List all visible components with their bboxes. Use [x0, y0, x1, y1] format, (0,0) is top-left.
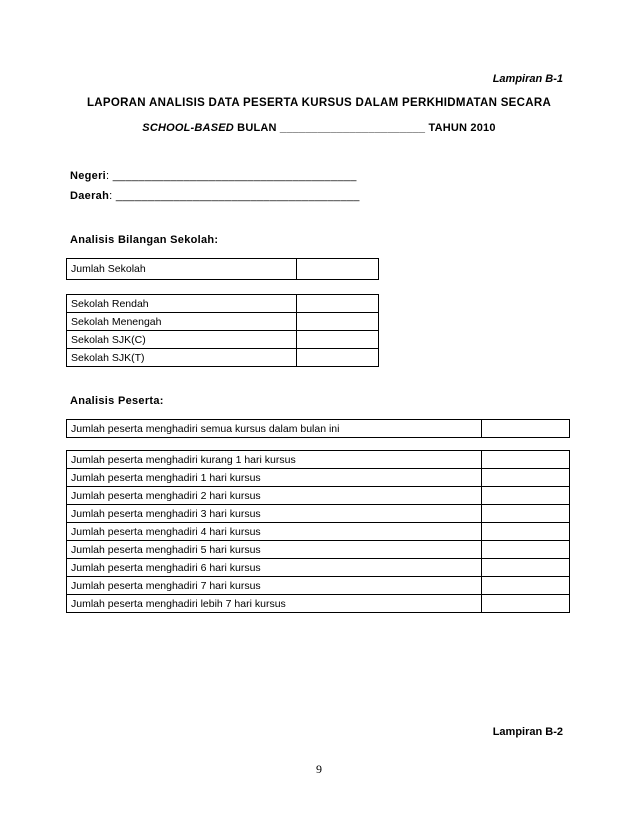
table-row	[67, 505, 570, 523]
daerah-label: Daerah	[70, 190, 110, 202]
row-label: Jumlah peserta menghadiri 4 hari kursus	[67, 523, 482, 541]
row-label: Sekolah Menengah	[67, 313, 297, 331]
table-row	[67, 420, 570, 438]
lampiran-label-top: Lampiran B-1	[492, 73, 563, 85]
row-value	[297, 331, 379, 349]
table-row	[67, 331, 379, 349]
row-label: Jumlah peserta menghadiri 5 hari kursus	[67, 541, 482, 559]
row-label: Sekolah SJK(C)	[67, 331, 297, 349]
row-value	[297, 295, 379, 313]
row-label: Jumlah peserta menghadiri 6 hari kursus	[67, 559, 482, 577]
report-title-line2	[0, 122, 638, 134]
peserta-total-label: Jumlah peserta menghadiri semua kursus dalam bulan ini	[67, 420, 482, 438]
table-row	[67, 595, 570, 613]
peserta-heading: Analisis Peserta:	[70, 395, 164, 407]
row-label: Jumlah peserta menghadiri 2 hari kursus	[67, 487, 482, 505]
row-value	[482, 559, 570, 577]
negeri-label: Negeri	[70, 170, 107, 182]
page-number: 9	[316, 762, 322, 776]
row-value	[482, 487, 570, 505]
row-label: Jumlah peserta menghadiri 7 hari kursus	[67, 577, 482, 595]
peserta-total-value	[482, 420, 570, 438]
row-value	[482, 577, 570, 595]
table-row	[67, 541, 570, 559]
table-row	[67, 313, 379, 331]
sekolah-breakdown-table	[66, 294, 379, 367]
sekolah-heading: Analisis Bilangan Sekolah:	[70, 234, 219, 246]
row-label: Sekolah SJK(T)	[67, 349, 297, 367]
row-value	[482, 505, 570, 523]
row-value	[482, 523, 570, 541]
daerah-blank: : ______________________________________	[109, 190, 360, 202]
row-value	[482, 595, 570, 613]
row-value	[297, 313, 379, 331]
row-value	[482, 451, 570, 469]
table-row	[67, 349, 379, 367]
negeri-field	[70, 170, 357, 182]
negeri-blank: : ______________________________________	[106, 170, 357, 182]
row-value	[297, 349, 379, 367]
row-value	[482, 541, 570, 559]
row-label: Jumlah peserta menghadiri kurang 1 hari kursus	[67, 451, 482, 469]
table-row	[67, 451, 570, 469]
row-label: Jumlah peserta menghadiri 3 hari kursus	[67, 505, 482, 523]
report-title-line1: LAPORAN ANALISIS DATA PESERTA KURSUS DALAM PERKHIDMATAN SECARA	[86, 97, 552, 109]
row-label: Jumlah peserta menghadiri 1 hari kursus	[67, 469, 482, 487]
school-based-text: SCHOOL-BASED	[142, 122, 234, 134]
row-label: Sekolah Rendah	[67, 295, 297, 313]
lampiran-label-bottom: Lampiran B-2	[492, 726, 563, 738]
sekolah-total-value	[297, 259, 379, 280]
table-row	[67, 523, 570, 541]
sekolah-total-table	[66, 258, 379, 280]
table-row	[67, 577, 570, 595]
month-year-text: BULAN _______________________ TAHUN 2010	[233, 122, 496, 134]
table-row	[67, 469, 570, 487]
table-row	[67, 487, 570, 505]
peserta-total-table	[66, 419, 570, 438]
row-value	[482, 469, 570, 487]
daerah-field	[70, 190, 360, 202]
sekolah-total-label: Jumlah Sekolah	[67, 259, 297, 280]
row-label: Jumlah peserta menghadiri lebih 7 hari kursus	[67, 595, 482, 613]
table-row	[67, 259, 379, 280]
peserta-breakdown-table	[66, 450, 570, 613]
table-row	[67, 295, 379, 313]
table-row	[67, 559, 570, 577]
